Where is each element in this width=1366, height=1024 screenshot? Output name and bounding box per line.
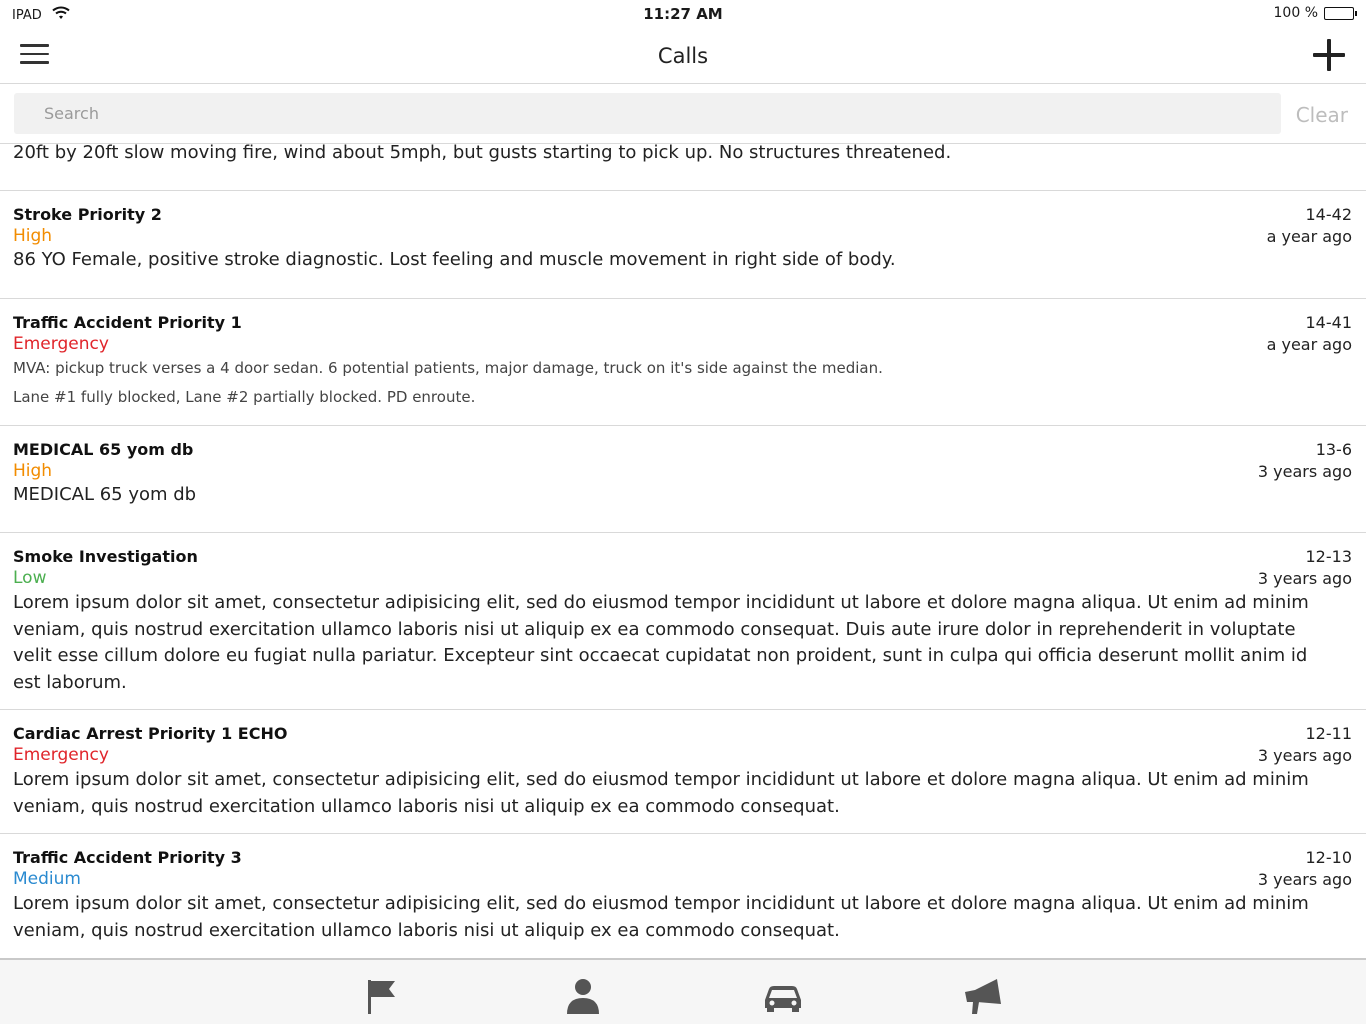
list-item[interactable] xyxy=(0,144,1366,191)
call-title: Traffic Accident Priority 1 xyxy=(13,313,242,332)
call-number: 12-13 xyxy=(1305,547,1352,566)
list-item[interactable] xyxy=(0,191,1366,299)
call-priority: Low xyxy=(13,568,47,588)
call-description: Lorem ipsum dolor sit amet, consectetur adipisicing elit, sed do eiusmod tempor incididunt ut labore et dolore magna aliqua. Ut enim ad minim veniam, quis nostrud exercitation ullamco laboris nisi ut aliquip ex ea commodo consequat. Duis aute irure dolor in reprehenderit in voluptate velit esse cillum dolore eu fugiat nulla pariatur. Excepteur sint occaecat cupidatat non proident, sunt in culpa qui officia deserunt mollit anim id est laborum. xyxy=(13,592,1309,693)
list-item[interactable] xyxy=(0,710,1366,834)
call-description-line: MVA: pickup truck verses a 4 door sedan. 6 potential patients, major damage, truck on it's side against the median. xyxy=(13,359,883,377)
call-number: 12-11 xyxy=(1305,724,1352,743)
list-item[interactable] xyxy=(0,834,1366,958)
call-number: 13-6 xyxy=(1315,440,1352,459)
page-title: Calls xyxy=(657,44,709,68)
tab-bar xyxy=(0,958,1366,1024)
call-time-ago: a year ago xyxy=(1266,335,1352,354)
call-title: Smoke Investigation xyxy=(13,547,198,566)
megaphone-icon xyxy=(961,974,1005,1018)
call-description: Lorem ipsum dolor sit amet, consectetur adipisicing elit, sed do eiusmod tempor incididunt ut labore et dolore magna aliqua. Ut enim ad minim veniam, quis nostrud exercitation ullamco laboris nisi ut aliquip ex ea commodo consequat. xyxy=(13,893,1309,941)
call-number: 14-41 xyxy=(1305,313,1352,332)
call-time-ago: 3 years ago xyxy=(1257,462,1352,481)
call-description: MEDICAL 65 yom db xyxy=(13,484,197,505)
nav-bar xyxy=(0,28,1366,84)
tab-flag[interactable] xyxy=(361,974,405,1018)
status-bar xyxy=(0,0,1366,28)
call-title: Cardiac Arrest Priority 1 ECHO xyxy=(13,724,288,743)
call-description: Lorem ipsum dolor sit amet, consectetur adipisicing elit, sed do eiusmod tempor incididunt ut labore et dolore magna aliqua. Ut enim ad minim veniam, quis nostrud exercitation ullamco laboris nisi ut aliquip ex ea commodo consequat. xyxy=(13,769,1309,817)
tab-person[interactable] xyxy=(561,974,605,1018)
status-right xyxy=(1274,5,1354,21)
call-time-ago: 3 years ago xyxy=(1257,870,1352,889)
list-item[interactable] xyxy=(0,299,1366,426)
search-bar xyxy=(0,86,1366,144)
calls-list xyxy=(0,144,1366,958)
call-priority: High xyxy=(13,226,53,246)
search-input[interactable] xyxy=(14,93,1281,134)
battery-percent: 100 % xyxy=(1273,5,1318,21)
call-title: Traffic Accident Priority 3 xyxy=(13,848,242,867)
call-time-ago: 3 years ago xyxy=(1257,746,1352,765)
tab-car[interactable] xyxy=(761,974,805,1018)
call-title: Stroke Priority 2 xyxy=(13,205,162,224)
call-description-line: Lane #1 fully blocked, Lane #2 partially blocked. PD enroute. xyxy=(13,388,476,406)
call-time-ago: 3 years ago xyxy=(1257,569,1352,588)
clear-button[interactable]: Clear xyxy=(1295,103,1348,127)
list-item[interactable] xyxy=(0,533,1366,710)
call-title: MEDICAL 65 yom db xyxy=(13,440,194,459)
flag-icon xyxy=(361,974,405,1018)
call-number: 14-42 xyxy=(1305,205,1352,224)
status-time: 11:27 AM xyxy=(643,5,723,23)
hamburger-menu-icon[interactable] xyxy=(20,44,49,66)
call-priority: High xyxy=(13,461,53,481)
list-item[interactable] xyxy=(0,426,1366,533)
person-icon xyxy=(561,974,605,1018)
plus-icon[interactable] xyxy=(1312,38,1346,72)
call-description: 86 YO Female, positive stroke diagnostic. Lost feeling and muscle movement in right side of body. xyxy=(13,249,896,270)
call-priority: Emergency xyxy=(13,745,109,765)
call-description: 20ft by 20ft slow moving fire, wind about 5mph, but gusts starting to pick up. No structures threatened. xyxy=(13,144,952,163)
call-number: 12-10 xyxy=(1305,848,1352,867)
battery-icon xyxy=(1324,7,1354,20)
tab-megaphone[interactable] xyxy=(961,974,1005,1018)
call-time-ago: a year ago xyxy=(1266,227,1352,246)
call-priority: Emergency xyxy=(13,334,109,354)
call-priority: Medium xyxy=(13,869,81,889)
call-description xyxy=(13,354,1313,412)
device-label: IPAD xyxy=(12,7,42,23)
car-icon xyxy=(761,974,805,1018)
